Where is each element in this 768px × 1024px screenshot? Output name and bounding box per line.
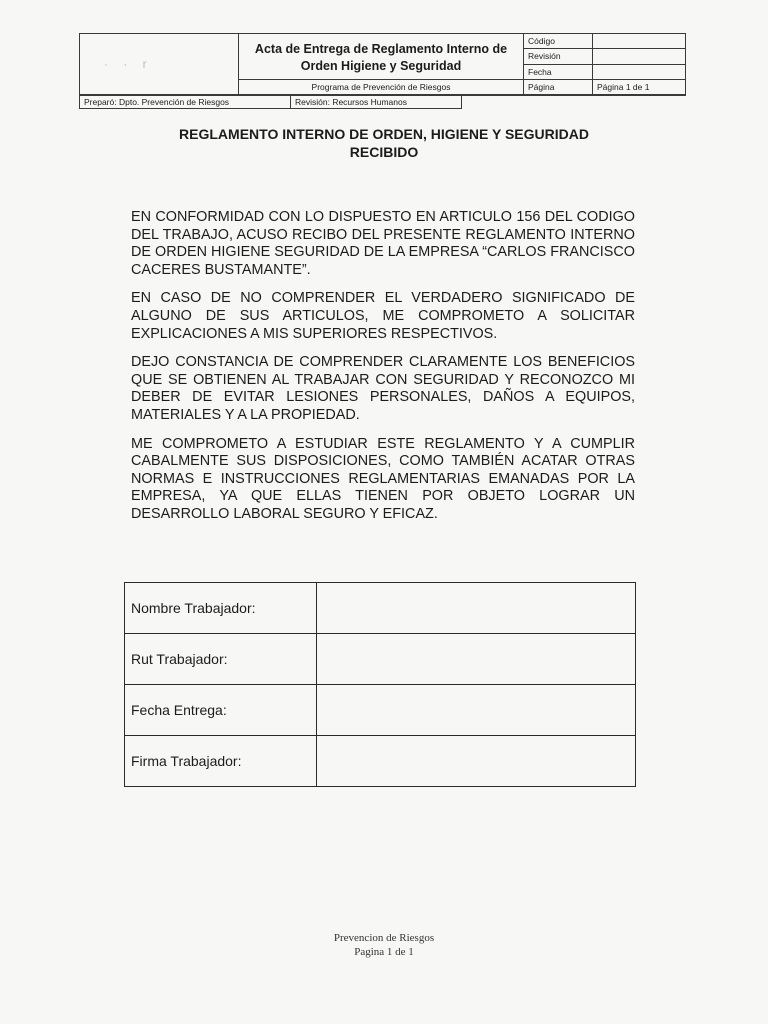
- document-title-line: RECIBIDO: [349, 144, 419, 160]
- form-row: [125, 685, 636, 736]
- document-title: [130, 125, 638, 161]
- document-header: [79, 33, 686, 95]
- form-row: [125, 583, 636, 634]
- footer-line: Prevencion de Riesgos: [333, 932, 435, 944]
- header-field-label: Fecha: [524, 64, 593, 79]
- footer-page-number: Pagina 1 de 1: [354, 946, 414, 958]
- document-title-line: REGLAMENTO INTERNO DE ORDEN, HIGIENE Y SEGURIDAD: [179, 126, 589, 142]
- form-label: Nombre Trabajador:: [125, 583, 317, 634]
- header-field-label: Revisión: [524, 49, 593, 64]
- document-body: [131, 209, 635, 535]
- paragraph: EN CONFORMIDAD CON LO DISPUESTO EN ARTICULO 156 DEL CODIGO DEL TRABAJO, ACUSO RECIBO DEL PRESENTE REGLAMENTO INTERNO DE ORDEN HIGIENE SEGURIDAD DE LA EMPRESA “CARLOS FRANCISCO CACERES BUSTAMANTE”.: [131, 209, 635, 278]
- company-logo: · · r: [80, 34, 239, 95]
- header-field-label: Página: [524, 79, 593, 94]
- header-approvals: [79, 95, 686, 109]
- form-label: Firma Trabajador:: [125, 736, 317, 787]
- paragraph: DEJO CONSTANCIA DE COMPRENDER CLARAMENTE LOS BENEFICIOS QUE SE OBTIENEN AL TRABAJAR CON SEGURIDAD Y RECONOZCO MI DEBER DE EVITAR LESIONES PERSONALES, DAÑOS A EQUIPOS, MATERIALES Y A LA PROPIEDAD.: [131, 354, 635, 423]
- worker-form: [124, 582, 636, 787]
- worker-signature-field[interactable]: [317, 736, 636, 787]
- form-label: Rut Trabajador:: [125, 634, 317, 685]
- prepared-by: Preparó: Dpto. Prevención de Riesgos: [80, 96, 291, 109]
- delivery-date-field[interactable]: [317, 685, 636, 736]
- worker-rut-field[interactable]: [317, 634, 636, 685]
- header-field-value: [593, 49, 686, 64]
- paragraph: ME COMPROMETO A ESTUDIAR ESTE REGLAMENTO Y A CUMPLIR CABALMENTE SUS DISPOSICIONES, COMO TAMBIÉN ACATAR OTRAS NORMAS E INSTRUCCIONES REGLAMENTARIAS EMANADAS POR LA EMPRESA, YA QUE ELLAS TIENEN POR OBJETO LOGRAR UN DESARROLLO LABORAL SEGURO Y EFICAZ.: [131, 435, 635, 522]
- header-field-label: Código: [524, 34, 593, 49]
- page-footer: [0, 931, 768, 959]
- form-label: Fecha Entrega:: [125, 685, 317, 736]
- paragraph: EN CASO DE NO COMPRENDER EL VERDADERO SIGNIFICADO DE ALGUNO DE SUS ARTICULOS, ME COMPROMETO A SOLICITAR EXPLICACIONES A MIS SUPERIORES RESPECTIVOS.: [131, 290, 635, 342]
- form-row: [125, 736, 636, 787]
- header-field-value: [593, 34, 686, 49]
- revision-by: Revisión: Recursos Humanos: [291, 96, 462, 109]
- worker-name-field[interactable]: [317, 583, 636, 634]
- form-row: [125, 634, 636, 685]
- header-field-value: [593, 64, 686, 79]
- header-field-value: Página 1 de 1: [593, 79, 686, 94]
- header-title: Acta de Entrega de Reglamento Interno de Orden Higiene y Seguridad: [239, 34, 524, 80]
- header-program: Programa de Prevención de Riesgos: [239, 79, 524, 94]
